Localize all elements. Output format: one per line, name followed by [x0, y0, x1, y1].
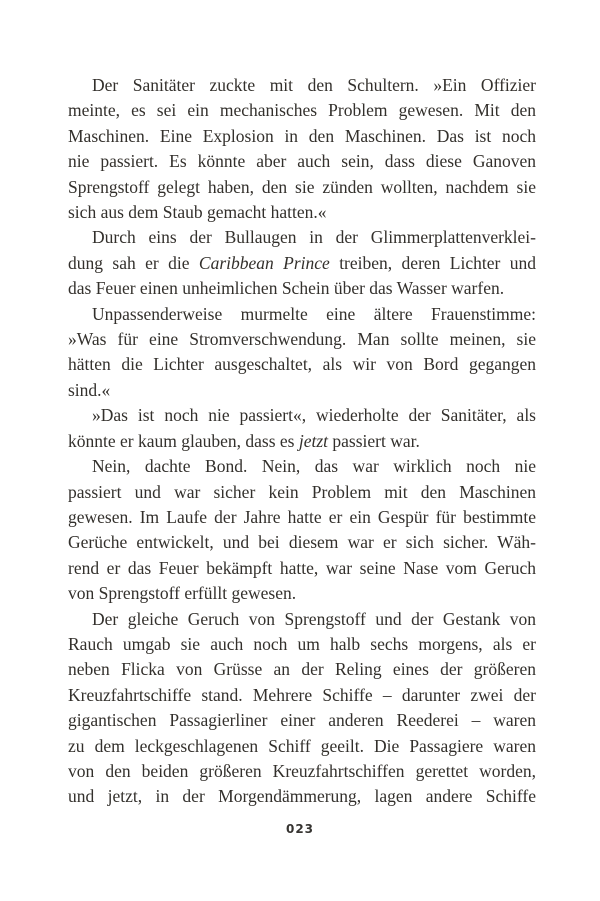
text-line — [68, 429, 536, 454]
paragraph — [68, 403, 536, 454]
text-line — [68, 734, 536, 759]
text-segment: treiben, deren Lichter und — [329, 252, 536, 273]
text-segment: Durch eins der Bullaugen in der Glimmerplattenverklei- — [92, 227, 536, 248]
text-line — [68, 200, 536, 225]
text-segment: Nein, dachte Bond. Nein, das war wirklich noch nie — [92, 456, 536, 477]
text-segment: könnte er kaum glauben, dass es — [68, 430, 299, 451]
text-segment: Unpassenderweise murmelte eine ältere Frauenstimme: — [92, 303, 536, 324]
text-segment: von Sprengstoff erfüllt gewesen. — [68, 583, 297, 604]
text-segment: Rauch umgab sie auch noch um halb sechs morgens, als er — [68, 633, 536, 654]
paragraph — [68, 73, 536, 225]
text-segment: sich aus dem Staub gemacht hatten.« — [68, 202, 327, 223]
text-line — [68, 225, 536, 250]
text-line — [68, 784, 536, 809]
text-line — [68, 454, 536, 479]
text-segment: rend er das Feuer bekämpft hatte, war seine Nase vom Geruch — [68, 557, 536, 578]
text-line — [68, 378, 536, 403]
text-line — [68, 276, 536, 301]
text-line — [68, 251, 536, 276]
text-segment: meinte, es sei ein mechanisches Problem gewesen. Mit den — [68, 100, 536, 121]
text-segment: sind.« — [68, 379, 111, 400]
text-segment: Maschinen. Eine Explosion in den Maschinen. Das ist noch — [68, 125, 536, 146]
text-segment: »Was für eine Stromverschwendung. Man sollte meinen, sie — [68, 329, 536, 350]
text-line — [68, 607, 536, 632]
text-segment: nie passiert. Es könnte aber auch sein, dass diese Ganoven — [68, 151, 536, 172]
text-segment: neben Flicka von Grüsse an der Reling eines der größeren — [68, 659, 536, 680]
text-line — [68, 403, 536, 428]
text-line — [68, 632, 536, 657]
paragraph — [68, 225, 536, 301]
paragraph — [68, 302, 536, 404]
text-line — [68, 480, 536, 505]
text-line — [68, 708, 536, 733]
text-line — [68, 759, 536, 784]
text-segment: Der Sanitäter zuckte mit den Schultern. »Ein Offizier — [92, 75, 536, 95]
text-segment: und jetzt, in der Morgendämmerung, lagen andere Schiffe — [68, 786, 536, 807]
text-line — [68, 98, 536, 123]
text-line — [68, 530, 536, 555]
text-segment: dung sah er die — [68, 252, 199, 273]
text-line — [68, 352, 536, 377]
text-line — [68, 175, 536, 200]
page-number: 023 — [285, 822, 315, 836]
text-segment: Gerüche entwickelt, und bei diesem war er sich sicher. Wäh- — [68, 532, 536, 553]
text-segment: passiert war. — [328, 430, 420, 451]
text-line — [68, 683, 536, 708]
text-segment: zu dem leckgeschlagenen Schiff geeilt. Die Passagiere waren — [68, 735, 536, 756]
text-line — [68, 581, 536, 606]
text-line — [68, 302, 536, 327]
text-line — [68, 657, 536, 682]
text-line — [68, 505, 536, 530]
paragraph — [68, 607, 536, 810]
text-segment: hätten die Lichter ausgeschaltet, als wir von Bord gegangen — [68, 354, 536, 375]
italic-text-segment: Caribbean Prince — [198, 252, 330, 273]
text-line — [68, 327, 536, 352]
text-segment: gewesen. Im Laufe der Jahre hatte er ein Gespür für bestimmte — [68, 506, 536, 527]
text-segment: Sprengstoff gelegt haben, den sie zünden wollten, nachdem sie — [68, 176, 536, 197]
paragraph — [68, 454, 536, 606]
text-segment: »Das ist noch nie passiert«, wiederholte der Sanitäter, als — [92, 405, 536, 426]
text-line — [68, 556, 536, 581]
text-segment: gigantischen Passagierliner einer anderen Reederei – waren — [68, 710, 536, 731]
text-segment: passiert und war sicher kein Problem mit den Maschinen — [68, 481, 536, 502]
text-line — [68, 73, 536, 98]
page-text — [68, 73, 536, 810]
text-line — [68, 149, 536, 174]
text-segment: das Feuer einen unheimlichen Schein über das Wasser warfen. — [68, 278, 505, 299]
italic-text-segment: jetzt — [298, 430, 329, 451]
text-segment: von den beiden größeren Kreuzfahrtschiffen gerettet worden, — [68, 760, 536, 781]
text-segment: Der gleiche Geruch von Sprengstoff und der Gestank von — [92, 608, 536, 629]
text-segment: Kreuzfahrtschiffe stand. Mehrere Schiffe – darunter zwei der — [68, 684, 536, 705]
text-line — [68, 124, 536, 149]
